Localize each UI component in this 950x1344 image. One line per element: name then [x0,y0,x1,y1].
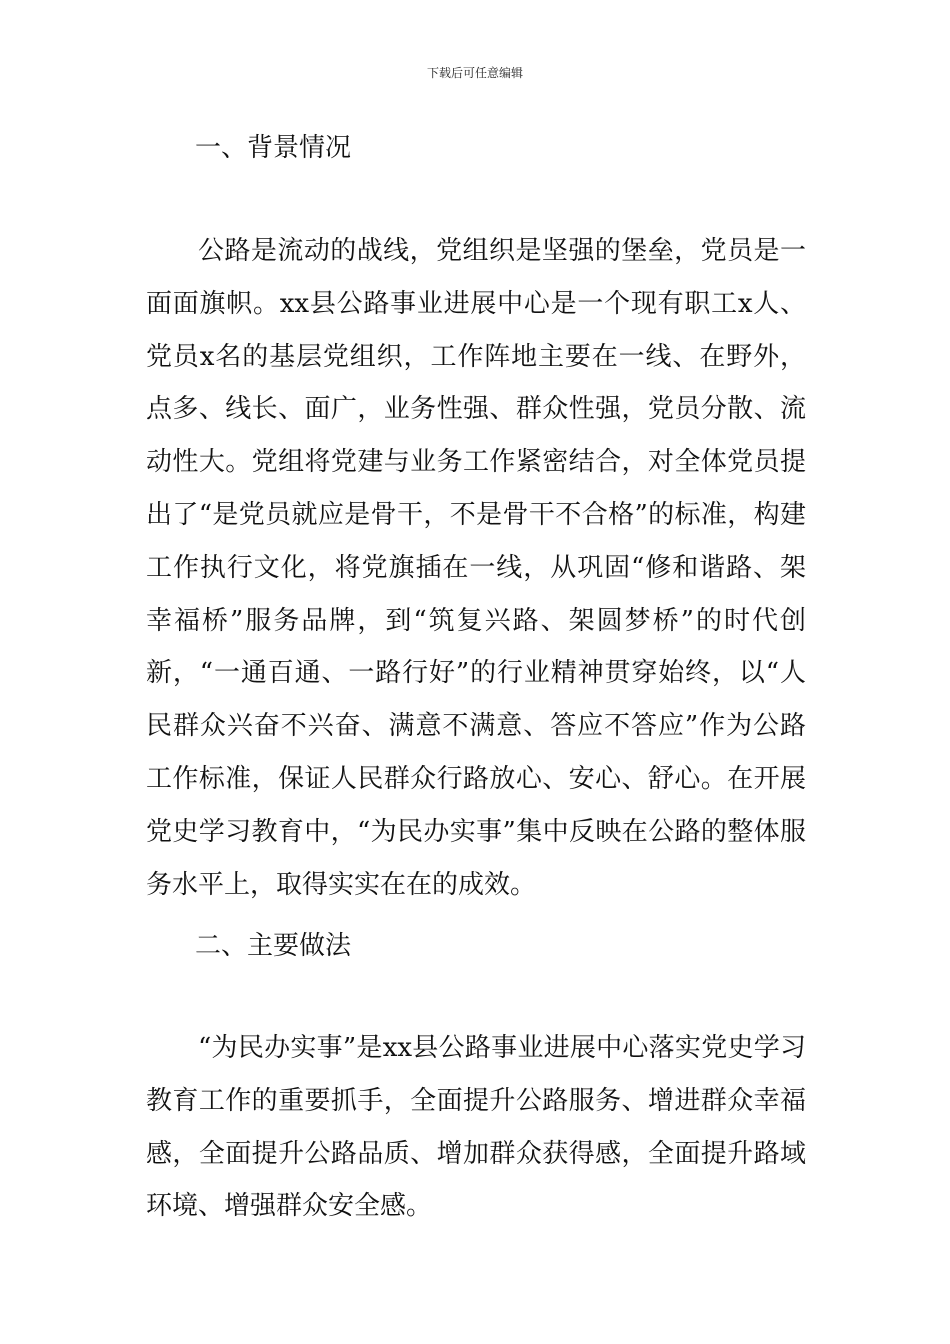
section-heading-background: 一、背景情况 [195,133,352,163]
section-heading-main-practices: 二、主要做法 [195,931,352,961]
section-paragraph-background: 公路是流动的战线，党组织是坚强的堡垒，党员是一面面旗帜。xx县公路事业进展中心是一个现有职工x人、党员x名的基层党组织，工作阵地主要在一线、在野外，点多、线长、面广，业务性强、群众性强，党员分散、流动性大。党组将党建与业务工作紧密结合，对全体党员提出了“是党员就应是骨干，不是骨干不合格”的标准，构建工作执行文化，将党旗插在一线，从巩固“修和谐路、架幸福桥”服务品牌，到“筑复兴路、架圆梦桥”的时代创新，“一通百通、一路行好”的行业精神贯穿始终，以“人民群众兴奋不兴奋、满意不满意、答应不答应”作为公路工作标准，保证人民群众行路放心、安心、舒心。在开展党史学习教育中，“为民办实事”集中反映在公路的整体服务水平上，取得实实在在的成效。 [146,236,806,900]
section-paragraph-main-practices: “为民办实事”是xx县公路事业进展中心落实党史学习教育工作的重要抓手，全面提升公路服务、增进群众幸福感，全面提升公路品质、增加群众获得感，全面提升路域环境、增强群众安全感。 [146,1033,806,1222]
page-header-note: 下载后可任意编辑 [426,66,523,80]
